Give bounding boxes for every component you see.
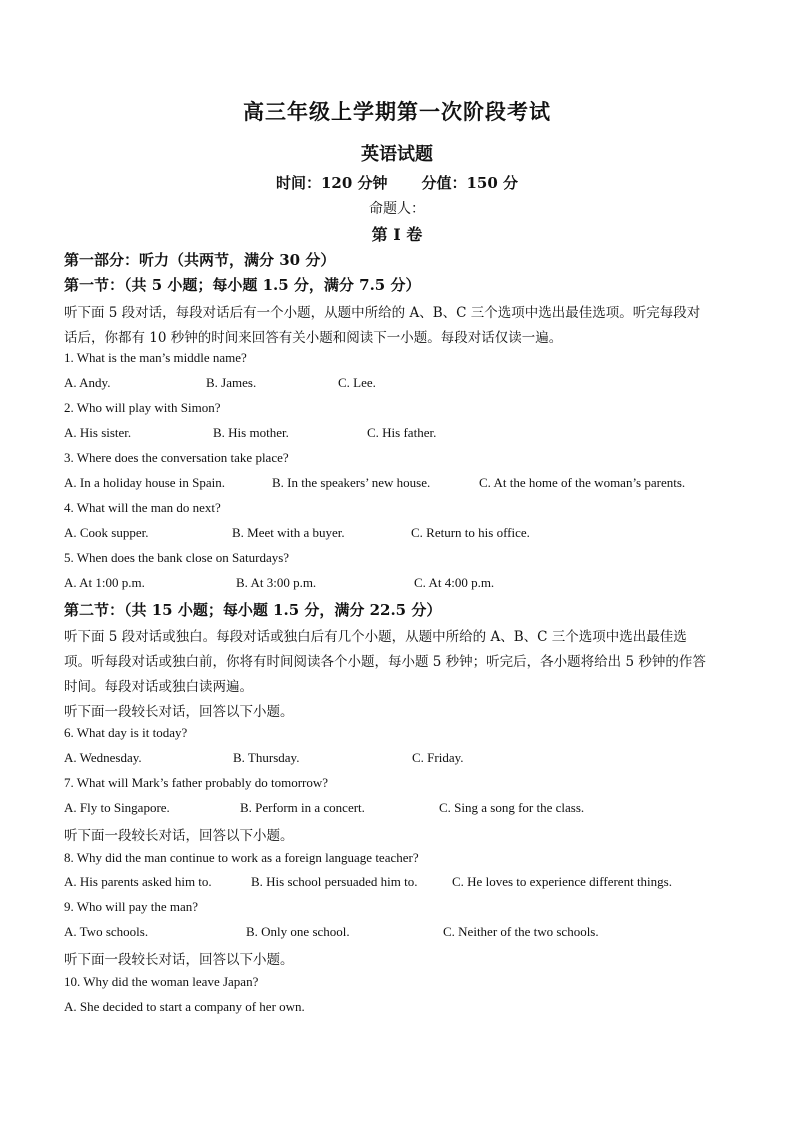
question-7-option-b: B. Perform in a concert. xyxy=(240,800,365,815)
exam-title: 高三年级上学期第一次阶段考试 xyxy=(243,99,551,124)
question-4-option-b: B. Meet with a buyer. xyxy=(232,525,345,540)
question-6-option-c: C. Friday. xyxy=(412,750,464,765)
question-1-option-b: B. James. xyxy=(206,375,257,390)
question-7: 7. What will Mark’s father probably do tomorrow? xyxy=(64,775,329,790)
question-5-option-a: A. At 1:00 p.m. xyxy=(64,575,145,590)
question-6-option-b: B. Thursday. xyxy=(233,750,300,765)
question-10-option-a: A. She decided to start a company of her own. xyxy=(64,999,305,1014)
question-7-option-c: C. Sing a song for the class. xyxy=(439,800,585,815)
question-1-option-c: C. Lee. xyxy=(338,375,376,390)
question-7-option-a: A. Fly to Singapore. xyxy=(64,800,170,815)
question-2-option-a: A. His sister. xyxy=(64,425,132,440)
question-8-option-a: A. His parents asked him to. xyxy=(64,874,212,889)
question-2: 2. Who will play with Simon? xyxy=(64,400,221,415)
question-9: 9. Who will pay the man? xyxy=(64,899,199,914)
question-9-option-c: C. Neither of the two schools. xyxy=(443,924,599,939)
question-8: 8. Why did the man continue to work as a foreign language teacher? xyxy=(64,850,419,865)
exam-meta xyxy=(0,172,794,193)
listening-cue: 听下面一段较长对话，回答以下小题。 xyxy=(64,952,294,968)
question-4-option-c: C. Return to his office. xyxy=(411,525,530,540)
time-label: 时间：120 分钟 xyxy=(275,174,388,192)
question-4-option-a: A. Cook supper. xyxy=(64,525,149,540)
section2-instructions-line1: 听下面 5 段对话或独白。每段对话或独白后有几个小题，从题中所给的 A、B、C 三个选项中选出最佳选 xyxy=(64,629,687,645)
question-3-option-b: B. In the speakers’ new house. xyxy=(272,475,431,490)
question-5-option-c: C. At 4:00 p.m. xyxy=(414,575,495,590)
question-8-option-c: C. He loves to experience different things. xyxy=(452,874,672,889)
question-3-option-a: A. In a holiday house in Spain. xyxy=(64,475,226,490)
section2-instructions-line3: 时间。每段对话或独白读两遍。 xyxy=(64,679,253,695)
volume-label: 第 I 卷 xyxy=(371,225,423,244)
question-3: 3. Where does the conversation take place? xyxy=(64,450,289,465)
section2-instructions-line2: 项。听每段对话或独白前，你将有时间阅读各个小题，每小题 5 秒钟；听完后，各小题将给出 5 秒钟的作答 xyxy=(64,654,706,670)
question-2-option-b: B. His mother. xyxy=(213,425,289,440)
question-9-option-a: A. Two schools. xyxy=(64,924,149,939)
question-6-option-a: A. Wednesday. xyxy=(64,750,142,765)
question-5-option-b: B. At 3:00 p.m. xyxy=(236,575,317,590)
section1-instructions-line1: 听下面 5 段对话，每段对话后有一个小题，从题中所给的 A、B、C 三个选项中选出最佳选项。听完每段对 xyxy=(64,305,701,321)
question-8-option-b: B. His school persuaded him to. xyxy=(251,874,418,889)
listening-cue: 听下面一段较长对话，回答以下小题。 xyxy=(64,704,294,720)
section2-heading: 第二节：（共 15 小题；每小题 1.5 分，满分 22.5 分） xyxy=(64,601,442,619)
part1-heading: 第一部分：听力（共两节，满分 30 分） xyxy=(64,251,336,269)
question-1: 1. What is the man’s middle name? xyxy=(64,350,247,365)
question-2-option-c: C. His father. xyxy=(367,425,437,440)
question-4: 4. What will the man do next? xyxy=(64,500,221,515)
subject-title: 英语试题 xyxy=(361,144,433,165)
listening-cue: 听下面一段较长对话，回答以下小题。 xyxy=(64,828,294,844)
question-10: 10. Why did the woman leave Japan? xyxy=(64,974,259,989)
author-label: 命题人： xyxy=(369,201,425,217)
section1-instructions-line2: 话后，你都有 10 秒钟的时间来回答有关小题和阅读下一小题。每段对话仅读一遍。 xyxy=(64,330,563,346)
question-5: 5. When does the bank close on Saturdays? xyxy=(64,550,290,565)
section1-heading: 第一节：（共 5 小题；每小题 1.5 分，满分 7.5 分） xyxy=(64,276,421,294)
question-1-option-a: A. Andy. xyxy=(64,375,111,390)
question-9-option-b: B. Only one school. xyxy=(246,924,350,939)
question-3-option-c: C. At the home of the woman’s parents. xyxy=(479,475,686,490)
question-6: 6. What day is it today? xyxy=(64,725,188,740)
score-label: 分值：150 分 xyxy=(421,174,519,192)
